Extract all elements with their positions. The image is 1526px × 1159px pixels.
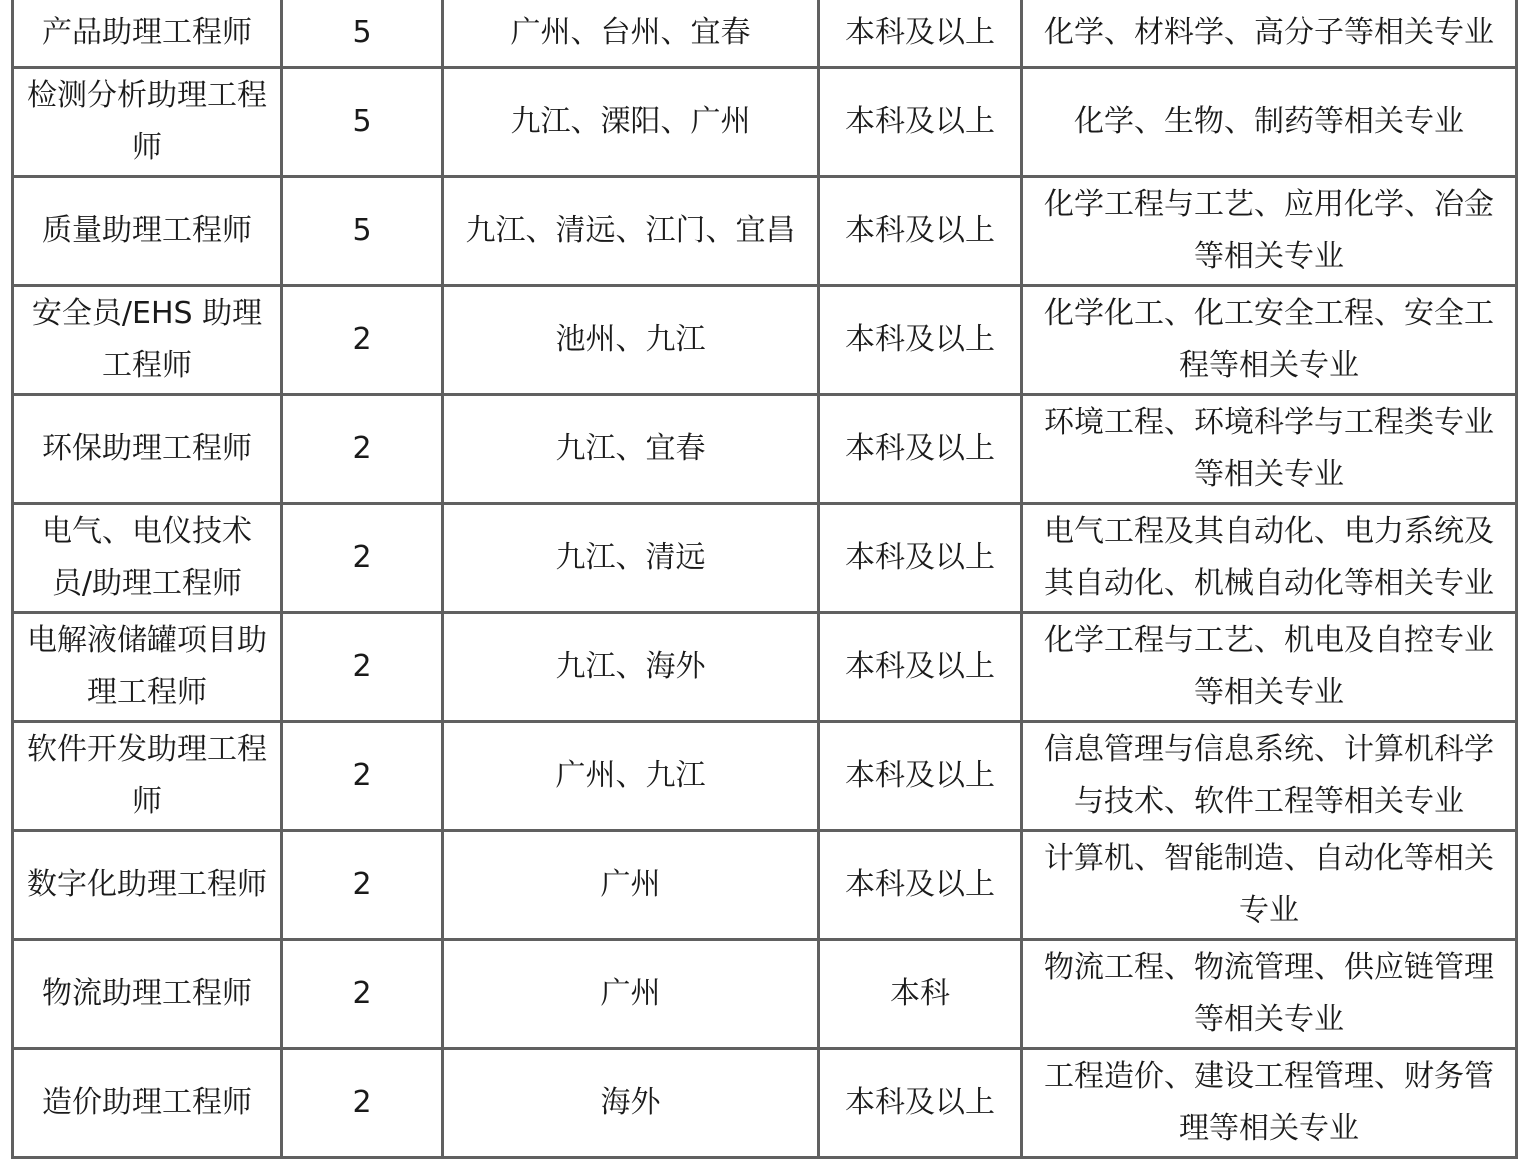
- table-row: [13, 831, 1517, 940]
- count-cell: 2: [282, 722, 443, 831]
- location-cell: 广州、九江: [443, 722, 819, 831]
- major-cell: 电气工程及其自动化、电力系统及其自动化、机械自动化等相关专业: [1022, 504, 1517, 613]
- position-cell: 电气、电仪技术员/助理工程师: [13, 504, 282, 613]
- position-cell: 数字化助理工程师: [13, 831, 282, 940]
- table-row: [13, 613, 1517, 722]
- education-cell: 本科及以上: [819, 722, 1022, 831]
- location-cell: 九江、清远: [443, 504, 819, 613]
- count-cell: 5: [282, 177, 443, 286]
- major-cell: 化学、生物、制药等相关专业: [1022, 68, 1517, 177]
- position-cell: 检测分析助理工程师: [13, 68, 282, 177]
- major-cell: 化学工程与工艺、机电及自控专业等相关专业: [1022, 613, 1517, 722]
- count-cell: 5: [282, 0, 443, 68]
- location-cell: 池州、九江: [443, 286, 819, 395]
- table-row: [13, 504, 1517, 613]
- recruitment-table: [11, 0, 1518, 1159]
- position-cell: 造价助理工程师: [13, 1049, 282, 1158]
- count-cell: 5: [282, 68, 443, 177]
- education-cell: 本科及以上: [819, 504, 1022, 613]
- location-cell: 九江、溧阳、广州: [443, 68, 819, 177]
- location-cell: 海外: [443, 1049, 819, 1158]
- position-cell: 软件开发助理工程师: [13, 722, 282, 831]
- position-cell: 物流助理工程师: [13, 940, 282, 1049]
- education-cell: 本科及以上: [819, 0, 1022, 68]
- table-row: [13, 395, 1517, 504]
- position-cell: 环保助理工程师: [13, 395, 282, 504]
- table-row: [13, 940, 1517, 1049]
- table-row: [13, 0, 1517, 68]
- count-cell: 2: [282, 613, 443, 722]
- education-cell: 本科及以上: [819, 831, 1022, 940]
- position-cell: 电解液储罐项目助理工程师: [13, 613, 282, 722]
- table-row: [13, 68, 1517, 177]
- major-cell: 化学工程与工艺、应用化学、冶金等相关专业: [1022, 177, 1517, 286]
- education-cell: 本科及以上: [819, 286, 1022, 395]
- major-cell: 物流工程、物流管理、供应链管理等相关专业: [1022, 940, 1517, 1049]
- count-cell: 2: [282, 1049, 443, 1158]
- location-cell: 九江、清远、江门、宜昌: [443, 177, 819, 286]
- count-cell: 2: [282, 940, 443, 1049]
- education-cell: 本科: [819, 940, 1022, 1049]
- major-cell: 环境工程、环境科学与工程类专业等相关专业: [1022, 395, 1517, 504]
- count-cell: 2: [282, 395, 443, 504]
- location-cell: 九江、海外: [443, 613, 819, 722]
- table-row: [13, 177, 1517, 286]
- table-row: [13, 1049, 1517, 1158]
- count-cell: 2: [282, 831, 443, 940]
- count-cell: 2: [282, 286, 443, 395]
- major-cell: 化学、材料学、高分子等相关专业: [1022, 0, 1517, 68]
- education-cell: 本科及以上: [819, 177, 1022, 286]
- education-cell: 本科及以上: [819, 613, 1022, 722]
- major-cell: 信息管理与信息系统、计算机科学与技术、软件工程等相关专业: [1022, 722, 1517, 831]
- location-cell: 九江、宜春: [443, 395, 819, 504]
- education-cell: 本科及以上: [819, 1049, 1022, 1158]
- table-row: [13, 722, 1517, 831]
- major-cell: 计算机、智能制造、自动化等相关专业: [1022, 831, 1517, 940]
- table-row: [13, 286, 1517, 395]
- position-cell: 产品助理工程师: [13, 0, 282, 68]
- location-cell: 广州: [443, 940, 819, 1049]
- count-cell: 2: [282, 504, 443, 613]
- major-cell: 工程造价、建设工程管理、财务管理等相关专业: [1022, 1049, 1517, 1158]
- major-cell: 化学化工、化工安全工程、安全工程等相关专业: [1022, 286, 1517, 395]
- location-cell: 广州: [443, 831, 819, 940]
- education-cell: 本科及以上: [819, 68, 1022, 177]
- position-cell: 质量助理工程师: [13, 177, 282, 286]
- education-cell: 本科及以上: [819, 395, 1022, 504]
- recruitment-table-container: [11, 0, 1515, 1159]
- position-cell: 安全员/EHS 助理工程师: [13, 286, 282, 395]
- location-cell: 广州、台州、宜春: [443, 0, 819, 68]
